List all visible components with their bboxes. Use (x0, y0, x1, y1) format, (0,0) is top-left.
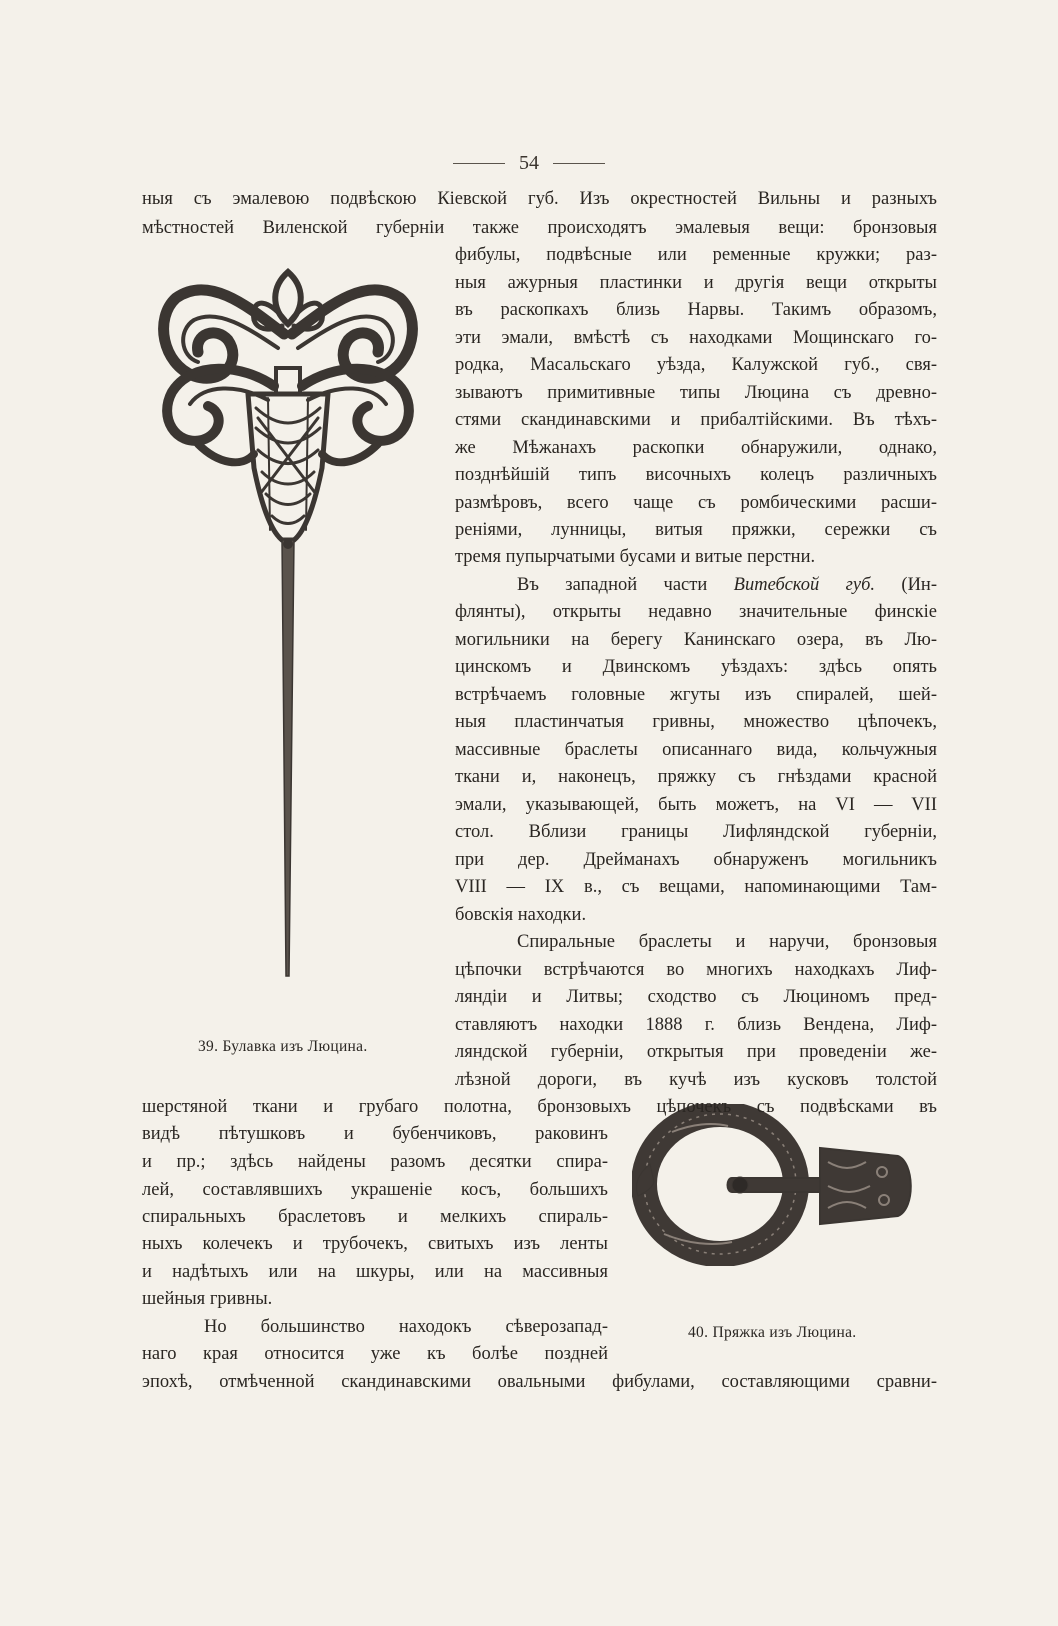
text-line: стями скандинавскими и прибалтійскими. Въ тѣхъ- (455, 410, 937, 430)
figure-caption-40: 40. Пряжка изъ Люцина. (688, 1324, 857, 1341)
text-line: ныя пластинчатыя гривны, множество цѣпочекъ, (455, 712, 937, 732)
text-line: ныхъ колечекъ и трубочекъ, свитыхъ изъ ленты (142, 1234, 608, 1254)
text-line: Спиральные браслеты и наручи, бронзовыя (517, 932, 937, 952)
text-line: фибулы, подвѣсные или ременные кружки; раз- (455, 245, 937, 265)
text-line: ставляютъ находки 1888 г. близь Вендена, Лиф- (455, 1015, 937, 1035)
text-line: въ раскопкахъ близь Нарвы. Такимъ образомъ, (455, 300, 937, 320)
text-line: шейныя гривны. (142, 1289, 273, 1309)
text-line: стол. Вблизи границы Лифляндской губерніи, (455, 822, 937, 842)
text-line: цинскомъ и Двинскомъ уѣздахъ: здѣсь опять (455, 657, 937, 677)
text-line: Но большинство находокъ сѣверозапад- (204, 1317, 608, 1337)
text-line: ляндской губерніи, открытыя при проведеніи же- (455, 1042, 937, 1062)
text-line: массивные браслеты описаннаго вида, кольчужныя (455, 740, 937, 760)
text-line: размѣровъ, всего чаще съ ромбическими расши- (455, 493, 937, 513)
text-line: реніями, лунницы, витыя пряжки, сережки съ (455, 520, 937, 540)
figure-caption-39: 39. Булавка изъ Люцина. (198, 1038, 368, 1055)
text-line: ныя ажурныя пластинки и другія вещи открыты (455, 273, 937, 293)
text-line: могильники на берегу Канинскаго озера, въ Лю- (455, 630, 937, 650)
text-line: эти эмали, вмѣстѣ съ находками Мощинскаго го- (455, 328, 937, 348)
right-rule (553, 163, 605, 164)
italic-place-name: Витебской губ. (733, 575, 876, 595)
pin-illustration (158, 268, 418, 980)
text-line: родка, Масальскаго уѣзда, Калужской губ., свя- (455, 355, 937, 375)
text-line: позднѣйшій типъ височныхъ колецъ различныхъ (455, 465, 937, 485)
text-line: и надѣтыхъ или на шкуры, или на массивныя (142, 1262, 608, 1282)
text-line: зываютъ примитивные типы Люцина съ древно- (455, 383, 937, 403)
buckle-illustration (632, 1104, 918, 1266)
text-line: тремя пупырчатыми бусами и витые перстни. (455, 547, 816, 567)
text-span: (Ин- (875, 575, 937, 595)
text-line: ткани и, наконецъ, пряжку съ гнѣздами красной (455, 767, 937, 787)
text-line: эпохѣ, отмѣченной скандинавскими овальными фибулами, составляющими сравни- (142, 1372, 937, 1392)
text-line: цѣпочки встрѣчаются во многихъ находкахъ Лиф- (455, 960, 937, 980)
text-line: ныя съ эмалевою подвѣскою Кіевской губ. Изъ окрестностей Вильны и разныхъ (142, 189, 937, 209)
text-line (455, 575, 937, 595)
text-span: Въ западной части (517, 575, 734, 595)
text-line: спиральныхъ браслетовъ и мелкихъ спираль- (142, 1207, 608, 1227)
text-line: видѣ пѣтушковъ и бубенчиковъ, раковинъ (142, 1124, 608, 1144)
text-line: при дер. Дрейманахъ обнаруженъ могильникъ (455, 850, 937, 870)
text-line: эмали, указывающей, быть можетъ, на VI — VII (455, 795, 937, 815)
text-line: же Мѣжанахъ раскопки обнаружили, однако, (455, 438, 937, 458)
text-line: лей, составлявшихъ украшеніе косъ, большихъ (142, 1180, 608, 1200)
text-line: шерстяной ткани и грубаго полотна, бронзовыхъ цѣпочекъ съ подвѣсками въ (142, 1097, 937, 1117)
text-line: флянты), открыты недавно значительные финскіе (455, 602, 937, 622)
text-line: и пр.; здѣсь найдены разомъ десятки спира- (142, 1152, 608, 1172)
text-line: лѣзной дороги, въ кучѣ изъ кусковъ толстой (455, 1070, 937, 1090)
text-line: встрѣчаемъ головные жгуты изъ спиралей, шей- (455, 685, 937, 705)
page-number: 54 (519, 152, 539, 174)
text-line: бовскія находки. (455, 905, 587, 925)
text-line: ляндіи и Литвы; сходство съ Люциномъ пред- (455, 987, 937, 1007)
text-line: мѣстностей Виленской губерніи также происходятъ эмалевыя вещи: бронзовыя (142, 218, 937, 238)
running-head (0, 152, 1058, 175)
text-line: VIII — IX в., съ вещами, напоминающими Там- (455, 877, 937, 897)
text-line: наго края относится уже къ болѣе поздней (142, 1344, 608, 1364)
left-rule (453, 163, 505, 164)
